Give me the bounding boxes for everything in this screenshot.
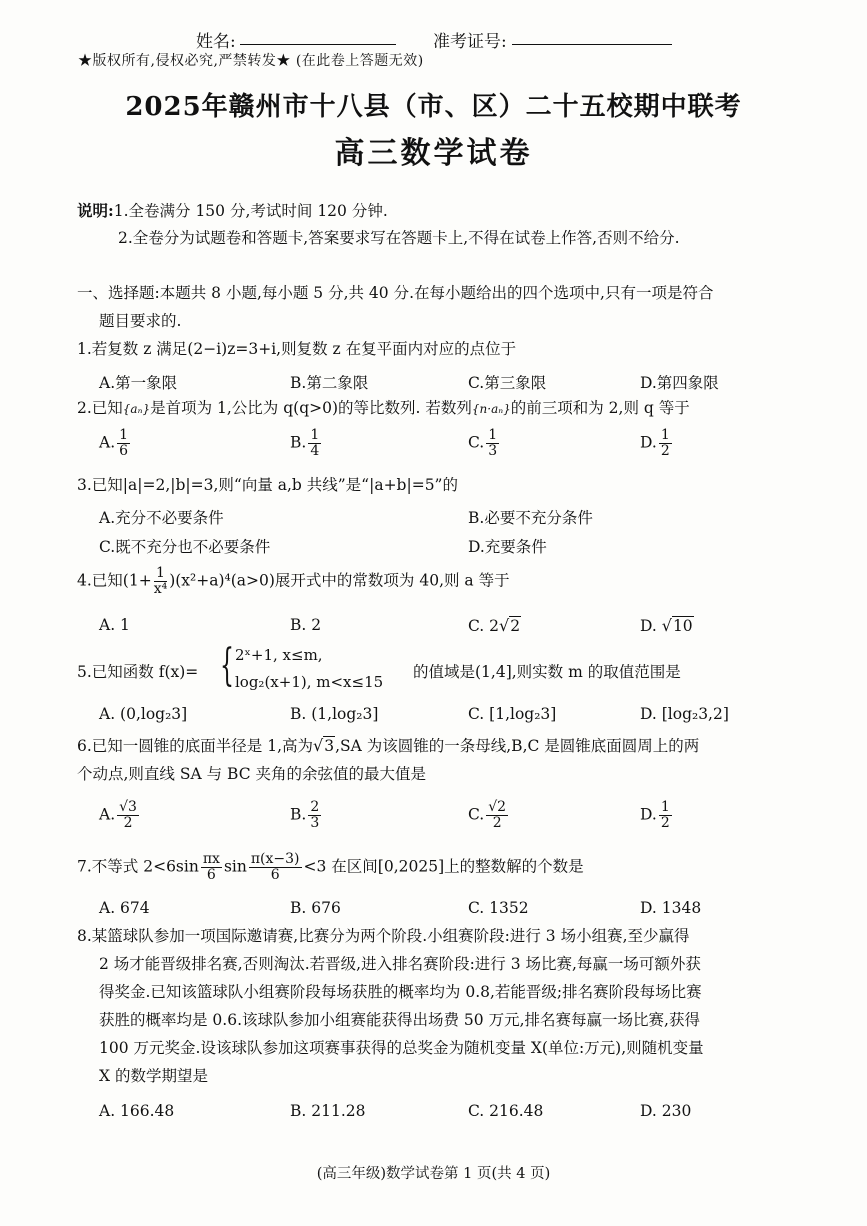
q3-option-c: C.既不充分也不必要条件 <box>99 538 271 556</box>
q6-b-den: 3 <box>310 814 320 831</box>
section-heading-cont: 题目要求的. <box>99 312 182 330</box>
q6-b-label: B. <box>290 805 307 824</box>
q7-frac1-den: 6 <box>206 866 216 883</box>
q4-text-1: 4.已知(1+ <box>77 571 152 590</box>
q6-d-label: D. <box>640 805 657 824</box>
question-8-line1: 8.某篮球队参加一项国际邀请赛,比赛分为两个阶段.小组赛阶段:进行 3 场小组赛,至少赢得 <box>77 927 690 945</box>
q7-text-1: 7.不等式 2<6sin <box>77 857 199 876</box>
q5-option-d: D. [log₂3,2] <box>640 705 729 723</box>
question-8-line5: 100 万元奖金.设该球队参加这项赛事获得的总奖金为随机变量 X(单位:万元),则随机变量 <box>99 1039 704 1057</box>
q3-option-a: A.充分不必要条件 <box>99 509 224 527</box>
name-blank <box>240 44 396 45</box>
question-5: 5.已知函数 f(x)= { 2ˣ+1, x≤m, log₂(x+1), m<x≤15 的值域是(1,4],则实数 m 的取值范围是 <box>77 640 681 691</box>
q6-c-den: 2 <box>492 814 502 831</box>
q6-option-a <box>99 800 141 831</box>
q3-option-d: D.充要条件 <box>468 538 547 556</box>
q5-piece-2: log₂(x+1), m<x≤15 <box>235 673 384 691</box>
q1-option-c: C.第三象限 <box>468 374 547 392</box>
q6-c-num: √2 <box>488 799 507 815</box>
q7-option-b: B. 676 <box>290 899 341 917</box>
q5-option-b: B. (1,log₂3] <box>290 705 379 723</box>
question-1: 1.若复数 z 满足(2−i)z=3+i,则复数 z 在复平面内对应的点位于 <box>77 340 517 358</box>
q6-option-d <box>640 800 674 831</box>
q6-d-den: 2 <box>660 814 670 831</box>
q8-option-c: C. 216.48 <box>468 1102 544 1120</box>
q2-seq-nan: {n·aₙ} <box>471 402 511 416</box>
instruction-1: 1.全卷满分 150 分,考试时间 120 分钟. <box>113 202 388 220</box>
question-8-line6: X 的数学期望是 <box>99 1067 208 1085</box>
q2-b-label: B. <box>290 433 307 452</box>
q4-option-d: D. √10 <box>640 616 693 635</box>
exam-id-blank <box>512 44 672 45</box>
exam-id-label: 准考证号: <box>433 32 507 52</box>
q3-option-b: B.必要不充分条件 <box>468 509 593 527</box>
q6-radicand: 3 <box>324 737 335 755</box>
q4-frac-num: 1 <box>154 566 168 582</box>
q4-text-2: )(x²+a)⁴(a>0)展开式中的常数项为 40,则 a 等于 <box>169 571 510 590</box>
name-label: 姓名: <box>196 32 236 52</box>
page-footer: (高三年级)数学试卷第 1 页(共 4 页) <box>316 1166 551 1182</box>
question-4 <box>77 566 510 597</box>
question-6-line1: 6.已知一圆锥的底面半径是 1,高为√3,SA 为该圆锥的一条母线,B,C 是圆锥底面圆周上的两 <box>77 736 700 755</box>
q6-a-num: √3 <box>119 799 137 815</box>
q5-text-1: 5.已知函数 f(x)= <box>77 663 199 681</box>
section-heading: 一、选择题:本题共 8 小题,每小题 5 分,共 40 分.在每小题给出的四个选项中,只有一项是符合 <box>77 284 714 302</box>
q2-option-b <box>290 428 323 459</box>
q6-c-label: C. <box>468 805 485 824</box>
question-8-line4: 获胜的概率均是 0.6.该球队参加小组赛能获得出场费 50 万元,排名赛每赢一场比赛,获得 <box>99 1011 700 1029</box>
q2-option-a <box>99 428 132 459</box>
q6-b-num: 2 <box>310 799 320 815</box>
q5-text-2: 的值域是(1,4],则实数 m 的取值范围是 <box>413 663 681 681</box>
q4-d-radicand: 10 <box>672 617 693 635</box>
q8-option-d: D. 230 <box>640 1102 692 1120</box>
q6-d-num: 1 <box>660 799 670 815</box>
q6-a-den: 2 <box>123 814 133 831</box>
q2-seq-an: {aₙ} <box>122 402 151 416</box>
question-2 <box>77 401 690 417</box>
q6-text-1: 6.已知一圆锥的底面半径是 1,高为 <box>77 737 314 755</box>
q2-option-c <box>468 428 501 459</box>
q7-frac1-num: πx <box>202 851 220 867</box>
question-3: 3.已知|a|=2,|b|=3,则“向量 a,b 共线”是“|a+b|=5”的 <box>77 476 458 494</box>
q1-option-b: B.第二象限 <box>290 374 369 392</box>
q4-option-b: B. 2 <box>290 616 322 634</box>
question-6-line2: 个动点,则直线 SA 与 BC 夹角的余弦值的最大值是 <box>77 765 426 783</box>
q8-option-a: A. 166.48 <box>99 1102 175 1120</box>
q1-option-d: D.第四象限 <box>640 374 719 392</box>
q7-text-3: <3 在区间[0,2025]上的整数解的个数是 <box>303 857 584 876</box>
q2-text-2: 是首项为 1,公比为 q(q>0)的等比数列. 若数列 <box>150 399 472 417</box>
q2-c-num: 1 <box>488 427 498 443</box>
q7-frac2-num: π(x−3) <box>250 851 300 867</box>
q2-c-den: 3 <box>488 442 498 459</box>
q4-option-c: C. 2√2 <box>468 616 521 635</box>
q2-b-den: 4 <box>310 442 320 459</box>
q4-frac-den: x⁴ <box>153 580 168 597</box>
q8-option-b: B. 211.28 <box>290 1102 366 1120</box>
q2-a-label: A. <box>99 433 116 452</box>
q2-c-label: C. <box>468 433 485 452</box>
q4-c-radicand: 2 <box>510 617 521 635</box>
q7-option-d: D. 1348 <box>640 899 702 917</box>
q6-a-label: A. <box>99 805 116 824</box>
q5-option-a: A. (0,log₂3] <box>99 705 188 723</box>
q6-text-2: ,SA 为该圆锥的一条母线,B,C 是圆锥底面圆周上的两 <box>335 737 700 755</box>
question-8-line2: 2 场才能晋级排名赛,否则淘汰.若晋级,进入排名赛阶段:进行 3 场比赛,每赢一场可额外获 <box>99 955 701 973</box>
copyright-notice: ★版权所有,侵权必究,严禁转发★ (在此卷上答题无效) <box>78 53 424 69</box>
q2-a-den: 6 <box>119 442 129 459</box>
q2-text-1: 2.已知 <box>77 399 123 417</box>
q7-option-a: A. 674 <box>99 899 150 917</box>
instructions-line1 <box>77 203 388 220</box>
q6-option-c <box>468 800 510 831</box>
candidate-info-row <box>0 24 867 50</box>
q2-text-3: 的前三项和为 2,则 q 等于 <box>510 399 690 417</box>
q7-option-c: C. 1352 <box>468 899 529 917</box>
q2-b-num: 1 <box>310 427 320 443</box>
instruction-2: 2.全卷分为试题卷和答题卡,答案要求写在答题卡上,不得在试卷上作答,否则不给分. <box>118 229 680 247</box>
q2-option-d <box>640 428 674 459</box>
q6-option-b <box>290 800 323 831</box>
question-8-line3: 得奖金.已知该篮球队小组赛阶段每场获胜的概率均为 0.8,若能晋级;排名赛阶段每场比赛 <box>99 983 702 1001</box>
q2-a-num: 1 <box>119 427 129 443</box>
q1-option-a: A.第一象限 <box>99 374 178 392</box>
exam-title: 2025年赣州市十八县（市、区）二十五校期中联考 <box>125 92 742 122</box>
q4-option-a: A. 1 <box>99 616 130 634</box>
q7-text-2: sin <box>223 857 247 876</box>
q4-d-label: D. <box>640 617 662 635</box>
q5-option-c: C. [1,log₂3] <box>468 705 557 723</box>
exam-subtitle: 高三数学试卷 <box>334 136 533 171</box>
q4-c-label: C. 2 <box>468 617 500 635</box>
question-7 <box>77 852 584 883</box>
q7-frac2-den: 6 <box>270 866 280 883</box>
instructions-label: 说明: <box>77 201 114 220</box>
q2-d-num: 1 <box>660 427 670 443</box>
q5-piece-1: 2ˣ+1, x≤m, <box>235 646 323 664</box>
q2-d-den: 2 <box>660 442 670 459</box>
q2-d-label: D. <box>640 433 657 452</box>
